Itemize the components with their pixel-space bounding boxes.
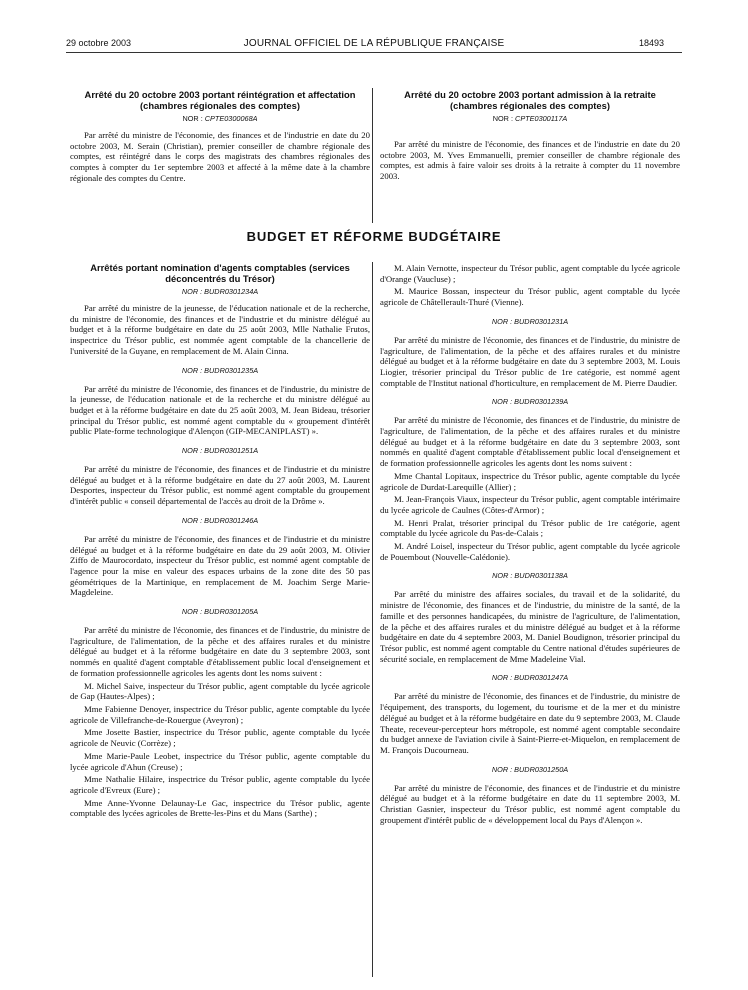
page-date: 29 octobre 2003 — [66, 38, 132, 48]
page-number: 18493 — [638, 38, 664, 48]
paragraph: Par arrêté du ministre de l'économie, des finances et de l'industrie, du ministre de l'agriculture, de l'alimentation, de la pêche et des affaires rurales et du ministre délégué au budget et à la réforme budgétaire en date du 3 septembre 2003, sont nommés en qualité d'agent comptable d'établissement public local d'enseignement et de formation professionnelle agricoles les agents dont les noms suivent : — [70, 625, 370, 678]
paragraph: M. Maurice Bossan, inspecteur du Trésor public, agent comptable du lycée agricole de Châtellerault-Thuré (Vienne). — [380, 286, 680, 308]
arrete-body: Par arrêté du ministre de l'économie, des finances et de l'industrie en date du 20 octobre 2003, M. Yves Emmanuelli, premier conseiller de chambre régionale des comptes, est admis à faire valoir ses droits à la retraite à compter du 11 novembre 2003. — [380, 139, 680, 182]
nor-reference: NOR : BUDR0301231A — [491, 316, 569, 326]
paragraph: Mme Chantal Lopitaux, inspectrice du Trésor public, agente comptable du lycée agricole de Durdat-Larequille (Allier) ; — [380, 470, 680, 492]
journal-title: JOURNAL OFFICIEL DE LA RÉPUBLIQUE FRANÇAISE — [243, 38, 505, 49]
paragraph: Par arrêté du ministre de l'économie, des finances et de l'industrie, du ministre de la jeunesse, de l'éducation nationale et de la recherche et du ministre délégué au budget et à la réforme budgétaire en date du 25 août 2003, M. Jean Bideau, trésorier principal du Trésor public, est nommé agent comptable du « groupement d'intérêt public Plate-forme technologique d'Alençon (GIP-MECANIPLAST) ». — [70, 383, 370, 437]
paragraph: Par arrêté du ministre de l'économie, des finances et de l'industrie et du ministre délégué au budget et à la réforme budgétaire en date du 29 août 2003, M. Olivier Ziffo de Maurocordato, inspecteur du Trésor public, est nommé agent comptable de l'agence pour la mise en valeur des espaces urbains de la zone dite des 50 pas géométriques de la Martinique, en remplacement de M. Joachim Serge Marie-Magdeleine. — [70, 533, 370, 598]
nor-reference: NOR : BUDR0301251A — [181, 446, 259, 456]
paragraph: Par arrêté du ministre de l'économie, des finances et de l'industrie, du ministre de l'équipement, des transports, du logement, du tourisme et de la mer et du ministre délégué au budget et à la réforme budgétaire en date du 9 septembre 2003, M. Claude Theate, receveur-percepteur hors métropole, est nommé agent comptable secondaire du budget annexe de l'aviation civile à Saint-Pierre-et-Miquelon, en remplacement de M. François Ducourneau. — [380, 691, 680, 755]
header-rule — [66, 52, 682, 53]
nor-reference: NOR : BUDR0301235A — [181, 365, 259, 375]
paragraph: Par arrêté du ministre des affaires sociales, du travail et de la solidarité, du ministre de l'économie, des finances et de l'industrie, du ministre de la santé, de la famille et des personnes handicapées, du ministre de l'agriculture, de l'alimentation, de la pêche et des affaires rurales et du ministre délégué au budget et à la réforme budgétaire en date du 4 septembre 2003, M. Daniel Boudignon, trésorier principal du Trésor public, est nommé agent comptable du Centre national d'études supérieures de sécurité sociale, en remplacement de Mme Madeleine Vial. — [380, 589, 680, 664]
right-column — [380, 263, 680, 827]
arrete-title: Arrêté du 20 octobre 2003 portant réintégration et affectation (chambres régionales des comptes) — [84, 89, 356, 111]
paragraph: Par arrêté du ministre de l'économie, des finances et de l'industrie, du ministre de l'agriculture, de l'alimentation, de la pêche et des affaires rurales et du ministre délégué au budget et à la réforme budgétaire en date du 3 septembre 2003, sont nommés en qualité d'agent comptable d'établissement public local d'enseignement et de formation professionnelle agricoles les agents dont les noms suivent : — [380, 415, 680, 469]
section-heading: Arrêtés portant nomination d'agents comptables (services déconcentrés du Trésor) — [90, 262, 350, 284]
paragraph: M. Jean-François Viaux, inspecteur du Trésor public, agent comptable intérimaire du lycée agricole de Caulnes (Côtes-d'Armor) ; — [380, 494, 680, 515]
paragraph: Par arrêté du ministre de l'économie, des finances et de l'industrie et du ministre délégué au budget et à la réforme budgétaire en date du 27 août 2003, M. Laurent Desportes, inspecteur du Trésor public, est nommé agent comptable du groupement d'intérêt public « conseil départemental de l'accès au droit de la Drôme ». — [70, 464, 370, 507]
paragraph: M. Alain Vernotte, inspecteur du Trésor public, agent comptable du lycée agricole d'Orange (Vaucluse) ; — [380, 263, 680, 284]
paragraph: Mme Anne-Yvonne Delaunay-Le Gac, inspectrice du Trésor public, agente comptable des lycées agricoles de Brette-les-Pins et du Mans (Sarthe) ; — [70, 797, 370, 819]
paragraph: Mme Nathalie Hilaire, inspectrice du Trésor public, agente comptable du lycée agricole d'Evreux (Eure) ; — [70, 774, 370, 795]
left-column — [70, 263, 370, 821]
nor-reference: NOR : BUDR0301250A — [491, 764, 569, 774]
nor-reference: NOR : CPTE0300117A — [492, 114, 568, 123]
section-title: BUDGET ET RÉFORME BUDGÉTAIRE — [246, 229, 502, 244]
paragraph: Par arrêté du ministre de l'économie, des finances et de l'industrie et du ministre délégué au budget et à la réforme budgétaire en date du 11 septembre 2003, M. Christian Gasnier, inspecteur du Trésor public, est nommé agent comptable du groupement d'intérêt public de « développement local du Pays d'Alençon ». — [380, 782, 680, 825]
paragraph: M. André Loisel, inspecteur du Trésor public, agent comptable du lycée agricole de Pouembout (Nouvelle-Calédonie). — [380, 541, 680, 562]
arrete-title: Arrêté du 20 octobre 2003 portant admission à la retraite (chambres régionales des comptes) — [404, 89, 656, 111]
paragraph: Par arrêté du ministre de la jeunesse, de l'éducation nationale et de la recherche, du ministre de l'économie, des finances et de l'industrie et du ministre délégué au budget et à la réforme budgétaire en date du 25 août 2003, Mlle Nathalie Frutos, inspectrice du Trésor public, est nommée agent comptable de la chancellerie de l'université de la Guyane, en remplacement de M. Alain Cinna. — [70, 303, 370, 356]
nor-reference: NOR : CPTE0300068A — [182, 114, 258, 123]
nor-reference: NOR : BUDR0301246A — [181, 515, 259, 525]
arrete-body: Par arrêté du ministre de l'économie, des finances et de l'industrie en date du 20 octobre 2003, M. Serain (Christian), premier conseiller de chambre régionale des comptes, est réintégré dans le corps des magistrats des chambres régionales des comptes à compter du 1er septembre 2003 et affecté à la même date à la chambre régionale des comptes du Centre. — [70, 130, 370, 183]
paragraph: Mme Fabienne Denoyer, inspectrice du Trésor public, agente comptable du lycée agricole de Villefranche-de-Rouergue (Aveyron) ; — [70, 703, 370, 725]
nor-reference: NOR : BUDR0301205A — [181, 607, 259, 617]
nor-reference: NOR : BUDR0301138A — [492, 571, 568, 581]
paragraph: M. Michel Saive, inspecteur du Trésor public, agent comptable du lycée agricole de Gap (Hautes-Alpes) ; — [70, 680, 370, 702]
nor-reference: NOR : BUDR0301239A — [491, 397, 569, 407]
nor-reference: NOR : BUDR0301247A — [491, 673, 569, 683]
paragraph: Par arrêté du ministre de l'économie, des finances et de l'industrie, du ministre de l'agriculture, de l'alimentation, de la pêche et des affaires rurales et du ministre délégué au budget et à la réforme budgétaire en date du 3 septembre 2003, M. Louis Liogier, trésorier principal du Trésor public de 1re catégorie, est nommé agent comptable de l'Institut national d'horticulture, en remplacement de M. Pierre Daudier. — [380, 334, 680, 388]
nor-reference: NOR : BUDR0301234A — [181, 287, 259, 296]
column-divider-bottom — [372, 262, 373, 977]
paragraph: Mme Marie-Paule Leobet, inspectrice du Trésor public, agente comptable du lycée agricole d'Ahun (Creuse) ; — [70, 750, 370, 772]
arrete-retraite — [380, 90, 680, 182]
paragraph: Mme Josette Bastier, inspectrice du Trésor public, agente comptable du lycée agricole de Neuvic (Corrèze) ; — [70, 727, 370, 749]
paragraph: M. Henri Pralat, trésorier principal du Trésor public de 1re catégorie, agent comptable du lycée agricole du Pas-de-Calais ; — [380, 517, 680, 539]
arrete-reintegration — [70, 90, 370, 184]
column-divider-top — [372, 88, 373, 223]
